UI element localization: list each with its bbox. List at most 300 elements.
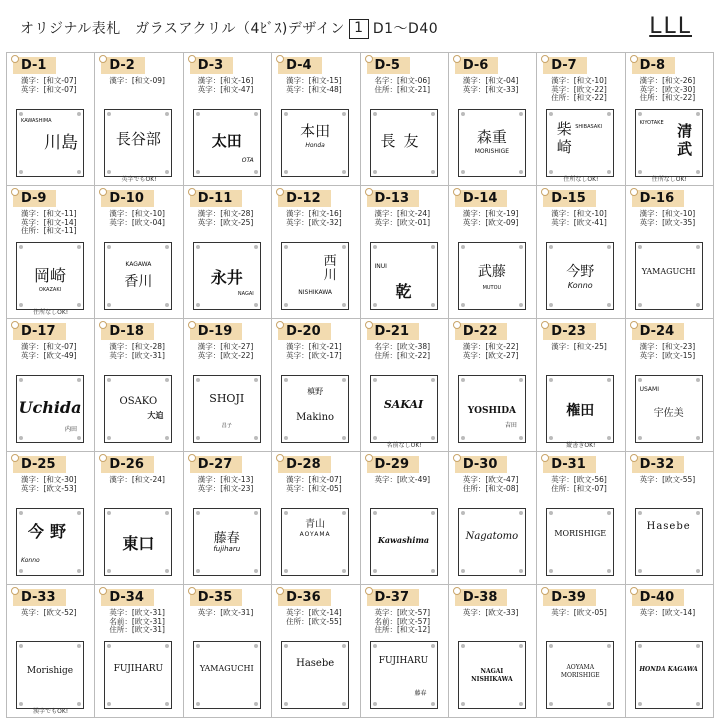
- design-cell[interactable]: [537, 452, 625, 585]
- screw-icon: [461, 436, 465, 440]
- plate-name: 太田: [211, 132, 242, 150]
- design-code: D-4: [278, 57, 321, 74]
- nameplate-sample[interactable]: [104, 508, 172, 576]
- screw-icon: [77, 569, 81, 573]
- plate-name: 藤春: [213, 531, 240, 546]
- screw-icon: [519, 436, 523, 440]
- plate-name: 柴崎: [556, 120, 572, 156]
- plate-subtext: OTA: [241, 157, 254, 164]
- font-spec: 漢字：[和文-13] 英字：[和文-23]: [197, 475, 254, 493]
- screw-icon: [373, 511, 377, 515]
- plate-name: YOSHIDA: [467, 406, 516, 416]
- design-cell[interactable]: [361, 585, 449, 718]
- screw-icon: [196, 170, 200, 174]
- screw-icon: [431, 245, 435, 249]
- font-spec: 漢字：[和文-26] 英字：[欧文-30] 住所：[和文-22]: [639, 76, 696, 103]
- screw-icon: [284, 644, 288, 648]
- font-spec: 漢字：[和文-22] 英字：[欧文-27]: [462, 342, 519, 360]
- screw-icon: [284, 436, 288, 440]
- design-cell[interactable]: [7, 186, 95, 319]
- screw-icon: [461, 511, 465, 515]
- nameplate-sample[interactable]: [546, 641, 614, 709]
- screw-icon: [196, 112, 200, 116]
- design-code: D-31: [543, 456, 596, 473]
- plate-name: Uchida: [18, 398, 82, 417]
- screw-icon: [165, 245, 169, 249]
- font-spec: 漢字：[和文-04] 英字：[和文-33]: [462, 76, 519, 94]
- nameplate-sample[interactable]: [635, 375, 703, 443]
- screw-icon: [77, 644, 81, 648]
- screw-icon: [254, 245, 258, 249]
- screw-icon: [638, 511, 642, 515]
- design-cell[interactable]: [184, 319, 272, 452]
- font-spec: 漢字：[和文-10] 英字：[欧文-04]: [109, 209, 165, 227]
- screw-icon: [254, 569, 258, 573]
- design-cell[interactable]: [95, 53, 183, 186]
- design-cell[interactable]: [7, 319, 95, 452]
- font-spec: 英字：[欧文-55]: [639, 475, 696, 484]
- nameplate-sample[interactable]: [370, 641, 438, 709]
- design-cell[interactable]: [537, 319, 625, 452]
- screw-icon: [431, 569, 435, 573]
- plate-subtext: Honda: [305, 142, 325, 149]
- plate-name: FUJIHARU: [113, 664, 164, 674]
- nameplate-sample[interactable]: [546, 375, 614, 443]
- screw-icon: [107, 245, 111, 249]
- nameplate-sample[interactable]: [635, 508, 703, 576]
- screw-icon: [519, 702, 523, 706]
- screw-icon: [696, 644, 700, 648]
- title-main: オリジナル表札 ガラスアクリル（4ﾋﾞｽ)デザイン: [20, 21, 345, 37]
- nameplate-sample[interactable]: [193, 109, 261, 177]
- design-code: D-18: [101, 323, 154, 340]
- screw-icon: [196, 378, 200, 382]
- screw-icon: [196, 569, 200, 573]
- screw-icon: [165, 436, 169, 440]
- screw-icon: [254, 436, 258, 440]
- design-note: 住所なしOK!: [33, 309, 69, 316]
- plate-subtext: KAGAWA: [125, 261, 152, 268]
- design-code: D-12: [278, 190, 331, 207]
- nameplate-sample[interactable]: [193, 242, 261, 310]
- screw-icon: [461, 644, 465, 648]
- plate-subtext: NAGAI: [237, 291, 254, 297]
- plate-name: Kawashima: [377, 535, 430, 545]
- plate-name: HONDA KAGAWA: [639, 666, 698, 673]
- screw-icon: [461, 702, 465, 706]
- font-spec: 漢字：[和文-28] 英字：[欧文-25]: [197, 209, 254, 227]
- screw-icon: [607, 569, 611, 573]
- design-code: D-26: [101, 456, 154, 473]
- design-cell[interactable]: [449, 452, 537, 585]
- plate-name: 本田: [300, 122, 331, 140]
- screw-icon: [165, 644, 169, 648]
- font-spec: 英字：[欧文-14]: [639, 608, 696, 617]
- nameplate-sample[interactable]: [635, 109, 703, 177]
- screw-icon: [696, 378, 700, 382]
- nameplate-sample[interactable]: [635, 641, 703, 709]
- plate-subtext: 昌子: [221, 423, 232, 429]
- design-code: D-17: [13, 323, 66, 340]
- design-code: D-6: [455, 57, 498, 74]
- nameplate-sample[interactable]: [370, 242, 438, 310]
- design-cell[interactable]: [361, 186, 449, 319]
- screw-icon: [431, 170, 435, 174]
- page-number-box: 1: [349, 19, 369, 39]
- design-cell[interactable]: [361, 319, 449, 452]
- design-cell[interactable]: [537, 53, 625, 186]
- screw-icon: [607, 112, 611, 116]
- screw-icon: [373, 644, 377, 648]
- screw-icon: [638, 702, 642, 706]
- plate-name: 香川: [124, 274, 153, 290]
- screw-icon: [696, 436, 700, 440]
- font-spec: 英字：[欧文-56] 住所：[和文-07]: [551, 475, 607, 493]
- font-spec: 英字：[欧文-05]: [551, 608, 607, 617]
- font-spec: 漢字：[和文-23] 英字：[欧文-15]: [639, 342, 696, 360]
- design-cell[interactable]: [184, 186, 272, 319]
- nameplate-sample[interactable]: [370, 508, 438, 576]
- design-code: D-38: [455, 589, 508, 606]
- screw-icon: [431, 511, 435, 515]
- design-note: 縦書きOK!: [566, 442, 596, 449]
- font-spec: 漢字：[和文-24] 英字：[欧文-01]: [374, 209, 431, 227]
- font-spec: 漢字：[和文-25]: [551, 342, 607, 351]
- nameplate-sample[interactable]: [104, 109, 172, 177]
- screw-icon: [373, 378, 377, 382]
- screw-icon: [107, 112, 111, 116]
- design-code: D-19: [190, 323, 243, 340]
- design-cell[interactable]: [95, 319, 183, 452]
- screw-icon: [549, 378, 553, 382]
- nameplate-sample[interactable]: [16, 508, 84, 576]
- design-cell[interactable]: [626, 585, 714, 718]
- nameplate-sample[interactable]: [458, 242, 526, 310]
- design-cell[interactable]: [7, 585, 95, 718]
- screw-icon: [254, 378, 258, 382]
- nameplate-sample[interactable]: [193, 375, 261, 443]
- plate-name: 岡崎: [33, 266, 66, 285]
- screw-icon: [431, 702, 435, 706]
- design-code: D-3: [190, 57, 233, 74]
- screw-icon: [342, 702, 346, 706]
- plate-name: 青山: [305, 519, 326, 530]
- screw-icon: [19, 112, 23, 116]
- design-cell[interactable]: [184, 585, 272, 718]
- screw-icon: [696, 303, 700, 307]
- design-cell[interactable]: [361, 452, 449, 585]
- screw-icon: [549, 644, 553, 648]
- screw-icon: [549, 245, 553, 249]
- screw-icon: [638, 569, 642, 573]
- nameplate-sample[interactable]: [458, 109, 526, 177]
- design-code: D-30: [455, 456, 508, 473]
- screw-icon: [342, 112, 346, 116]
- screw-icon: [342, 644, 346, 648]
- plate-name: 川島: [44, 133, 78, 153]
- screw-icon: [107, 303, 111, 307]
- design-cell[interactable]: [272, 186, 360, 319]
- font-spec: 漢字：[和文-09]: [109, 76, 165, 85]
- screw-icon: [342, 245, 346, 249]
- screw-icon: [77, 378, 81, 382]
- screw-icon: [549, 303, 553, 307]
- screw-icon: [284, 702, 288, 706]
- screw-icon: [638, 303, 642, 307]
- plate-name: YAMAGUCHI: [641, 267, 696, 276]
- nameplate-sample[interactable]: [16, 375, 84, 443]
- plate-subtext: INUI: [374, 263, 387, 270]
- screw-icon: [107, 569, 111, 573]
- design-code: D-23: [543, 323, 596, 340]
- font-spec: 漢字：[和文-15] 英字：[和文-48]: [286, 76, 342, 94]
- design-code: D-39: [543, 589, 596, 606]
- design-code: D-22: [455, 323, 508, 340]
- nameplate-sample[interactable]: [104, 242, 172, 310]
- plate-name: NAGAI NISHIKAWA: [471, 668, 513, 683]
- design-code: D-24: [632, 323, 685, 340]
- screw-icon: [696, 569, 700, 573]
- font-spec: 漢字：[和文-11] 英字：[和文-14] 住所：[和文-11]: [21, 209, 77, 236]
- screw-icon: [165, 112, 169, 116]
- screw-icon: [519, 378, 523, 382]
- design-code: D-1: [13, 57, 56, 74]
- screw-icon: [342, 170, 346, 174]
- nameplate-sample[interactable]: [458, 641, 526, 709]
- design-cell[interactable]: [537, 186, 625, 319]
- screw-icon: [19, 644, 23, 648]
- screw-icon: [431, 112, 435, 116]
- font-spec: 漢字：[和文-21] 英字：[欧文-17]: [286, 342, 342, 360]
- plate-subtext: 内田: [64, 426, 77, 433]
- plate-name: 永井: [210, 268, 243, 287]
- design-cell[interactable]: [449, 186, 537, 319]
- font-spec: 漢字：[和文-19] 英字：[欧文-09]: [462, 209, 519, 227]
- design-cell[interactable]: [272, 319, 360, 452]
- screw-icon: [196, 303, 200, 307]
- design-code: D-35: [190, 589, 243, 606]
- design-catalog-grid: [6, 52, 714, 718]
- design-code: D-13: [367, 190, 420, 207]
- design-code: D-37: [367, 589, 420, 606]
- plate-name: YAMAGUCHI: [199, 664, 254, 673]
- design-code: D-32: [632, 456, 685, 473]
- screw-icon: [607, 644, 611, 648]
- plate-subtext: AOYAMA: [299, 531, 331, 538]
- nameplate-sample[interactable]: [281, 242, 349, 310]
- screw-icon: [77, 112, 81, 116]
- design-cell[interactable]: [449, 53, 537, 186]
- screw-icon: [461, 303, 465, 307]
- design-cell[interactable]: [272, 53, 360, 186]
- design-code: D-34: [101, 589, 154, 606]
- design-cell[interactable]: [626, 319, 714, 452]
- font-spec: 名字：[欧文-38] 住所：[和文-22]: [374, 342, 431, 360]
- nameplate-sample[interactable]: [193, 508, 261, 576]
- nameplate-sample[interactable]: [281, 375, 349, 443]
- screw-icon: [549, 569, 553, 573]
- screw-icon: [342, 436, 346, 440]
- screw-icon: [342, 303, 346, 307]
- nameplate-sample[interactable]: [16, 242, 84, 310]
- screw-icon: [196, 644, 200, 648]
- screw-icon: [77, 436, 81, 440]
- screw-icon: [165, 303, 169, 307]
- size-label: LLL: [649, 14, 692, 39]
- screw-icon: [284, 112, 288, 116]
- screw-icon: [19, 245, 23, 249]
- design-cell[interactable]: [95, 186, 183, 319]
- design-cell[interactable]: [272, 585, 360, 718]
- screw-icon: [519, 170, 523, 174]
- plate-name: 長友: [380, 132, 427, 150]
- nameplate-sample[interactable]: [16, 109, 84, 177]
- design-code: D-15: [543, 190, 596, 207]
- screw-icon: [373, 303, 377, 307]
- screw-icon: [165, 569, 169, 573]
- screw-icon: [284, 378, 288, 382]
- plate-subtext: Konno: [21, 557, 40, 564]
- screw-icon: [196, 702, 200, 706]
- screw-icon: [284, 303, 288, 307]
- screw-icon: [519, 245, 523, 249]
- design-cell[interactable]: [449, 319, 537, 452]
- screw-icon: [19, 378, 23, 382]
- font-spec: 英字：[欧文-14] 住所：[欧文-55]: [286, 608, 342, 626]
- screw-icon: [19, 569, 23, 573]
- design-cell[interactable]: [95, 452, 183, 585]
- screw-icon: [284, 170, 288, 174]
- design-cell[interactable]: [626, 186, 714, 319]
- screw-icon: [19, 170, 23, 174]
- screw-icon: [77, 245, 81, 249]
- design-cell[interactable]: [7, 452, 95, 585]
- design-cell[interactable]: [7, 53, 95, 186]
- nameplate-sample[interactable]: [370, 375, 438, 443]
- screw-icon: [461, 112, 465, 116]
- nameplate-sample[interactable]: [104, 641, 172, 709]
- nameplate-sample[interactable]: [458, 508, 526, 576]
- design-cell[interactable]: [626, 53, 714, 186]
- screw-icon: [638, 436, 642, 440]
- font-spec: 漢字：[和文-16] 英字：[欧文-32]: [286, 209, 342, 227]
- design-code: D-5: [367, 57, 410, 74]
- font-spec: 英字：[欧文-31]: [197, 608, 254, 617]
- page-header: [0, 0, 720, 52]
- screw-icon: [373, 569, 377, 573]
- design-cell[interactable]: [95, 585, 183, 718]
- design-code: D-10: [101, 190, 154, 207]
- plate-name: 権田: [566, 403, 595, 419]
- font-spec: 名字：[和文-06] 住所：[和文-21]: [374, 76, 431, 94]
- nameplate-sample[interactable]: [546, 508, 614, 576]
- plate-name: Hasebe: [296, 658, 335, 669]
- screw-icon: [165, 511, 169, 515]
- plate-name: SHOJI: [209, 392, 245, 405]
- screw-icon: [165, 702, 169, 706]
- screw-icon: [431, 644, 435, 648]
- nameplate-sample[interactable]: [370, 109, 438, 177]
- design-note: 名前なしOK!: [386, 442, 422, 449]
- plate-name: 今野: [566, 264, 595, 280]
- nameplate-sample[interactable]: [458, 375, 526, 443]
- design-cell[interactable]: [272, 452, 360, 585]
- plate-name: 宇佐美: [653, 408, 684, 419]
- font-spec: 英字：[欧文-31] 名前：[欧文-31] 住所：[欧文-31]: [109, 608, 165, 635]
- screw-icon: [107, 378, 111, 382]
- screw-icon: [696, 511, 700, 515]
- design-code: D-25: [13, 456, 66, 473]
- design-cell[interactable]: [449, 585, 537, 718]
- plate-name: 西川: [323, 254, 337, 283]
- nameplate-sample[interactable]: [281, 109, 349, 177]
- nameplate-sample[interactable]: [281, 641, 349, 709]
- nameplate-sample[interactable]: [546, 242, 614, 310]
- screw-icon: [373, 170, 377, 174]
- screw-icon: [607, 245, 611, 249]
- screw-icon: [607, 702, 611, 706]
- plate-name: Nagatomo: [465, 531, 519, 542]
- font-spec: 英字：[欧文-57] 名前：[欧文-57] 住所：[和文-12]: [374, 608, 431, 635]
- font-spec: 漢字：[和文-07] 英字：[和文-07]: [21, 76, 77, 94]
- screw-icon: [77, 170, 81, 174]
- plate-subtext: OKAZAKI: [38, 287, 62, 293]
- font-spec: 英字：[欧文-49]: [374, 475, 431, 484]
- design-cell[interactable]: [626, 452, 714, 585]
- screw-icon: [638, 245, 642, 249]
- plate-name: 乾: [395, 282, 412, 301]
- screw-icon: [696, 112, 700, 116]
- screw-icon: [373, 702, 377, 706]
- screw-icon: [607, 303, 611, 307]
- screw-icon: [549, 702, 553, 706]
- screw-icon: [254, 644, 258, 648]
- plate-name: SAKAI: [383, 398, 424, 411]
- screw-icon: [431, 378, 435, 382]
- screw-icon: [519, 112, 523, 116]
- design-cell[interactable]: [361, 53, 449, 186]
- plate-subtext: 藤春: [414, 690, 427, 697]
- screw-icon: [254, 112, 258, 116]
- nameplate-sample[interactable]: [281, 508, 349, 576]
- design-cell[interactable]: [537, 585, 625, 718]
- screw-icon: [342, 378, 346, 382]
- font-spec: 英字：[欧文-33]: [462, 608, 519, 617]
- nameplate-sample[interactable]: [635, 242, 703, 310]
- design-cell[interactable]: [184, 452, 272, 585]
- screw-icon: [107, 511, 111, 515]
- screw-icon: [519, 569, 523, 573]
- screw-icon: [254, 303, 258, 307]
- screw-icon: [696, 245, 700, 249]
- nameplate-sample[interactable]: [16, 641, 84, 709]
- design-cell[interactable]: [184, 53, 272, 186]
- screw-icon: [19, 436, 23, 440]
- screw-icon: [461, 569, 465, 573]
- plate-name: 長谷部: [115, 130, 161, 148]
- nameplate-sample[interactable]: [104, 375, 172, 443]
- screw-icon: [638, 112, 642, 116]
- plate-name: 清武: [677, 122, 693, 158]
- design-note: 住所なしOK!: [651, 176, 687, 183]
- design-note: 漢字でもOK!: [33, 708, 69, 715]
- screw-icon: [107, 644, 111, 648]
- font-spec: 漢字：[和文-07] 英字：[和文-05]: [286, 475, 342, 493]
- plate-subtext: MORISHIGE: [474, 148, 510, 155]
- nameplate-sample[interactable]: [546, 109, 614, 177]
- screw-icon: [461, 170, 465, 174]
- nameplate-sample[interactable]: [193, 641, 261, 709]
